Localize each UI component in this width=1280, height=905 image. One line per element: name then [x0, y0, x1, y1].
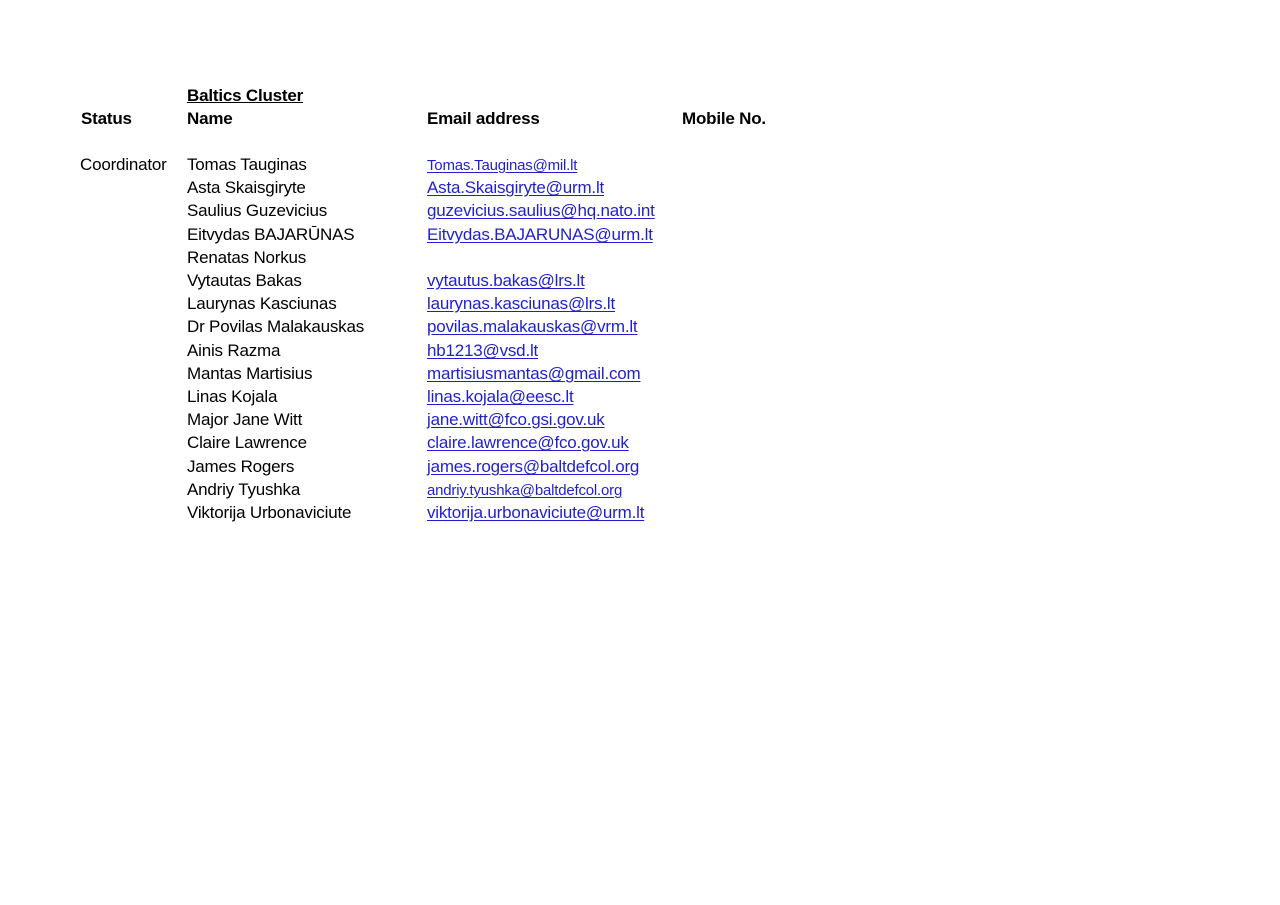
table-row	[0, 153, 1280, 176]
table-row	[0, 408, 1280, 431]
header-name: Name	[187, 109, 233, 128]
name-cell: Eitvydas BAJARŪNAS	[187, 225, 355, 244]
email-link[interactable]: linas.kojala@eesc.lt	[427, 387, 574, 406]
table-row	[0, 431, 1280, 454]
header-mobile: Mobile No.	[682, 109, 766, 128]
name-cell: Viktorija Urbonaviciute	[187, 503, 352, 522]
email-link[interactable]: povilas.malakauskas@vrm.lt	[427, 317, 638, 336]
email-link[interactable]: Eitvydas.BAJARUNAS@urm.lt	[427, 225, 653, 244]
table-row	[0, 223, 1280, 246]
table-row	[0, 455, 1280, 478]
email-link[interactable]: andriy.tyushka@baltdefcol.org	[427, 482, 623, 499]
table-row	[0, 269, 1280, 292]
email-link[interactable]: laurynas.kasciunas@lrs.lt	[427, 294, 615, 313]
name-cell: Laurynas Kasciunas	[187, 294, 337, 313]
email-link[interactable]: viktorija.urbonaviciute@urm.lt	[427, 503, 645, 522]
header-email: Email address	[427, 109, 540, 128]
email-cell	[427, 362, 640, 385]
email-link[interactable]: james.rogers@baltdefcol.org	[427, 457, 640, 476]
email-cell	[427, 431, 629, 454]
email-cell	[427, 478, 622, 502]
email-link[interactable]: Tomas.Tauginas@mil.lt	[427, 157, 578, 174]
table-row	[0, 246, 1280, 269]
name-cell: Andriy Tyushka	[187, 480, 301, 499]
name-cell: Claire Lawrence	[187, 433, 307, 452]
email-cell	[427, 199, 655, 222]
table-row	[0, 339, 1280, 362]
email-link[interactable]: claire.lawrence@fco.gov.uk	[427, 433, 629, 452]
table-row	[0, 362, 1280, 385]
table-row	[0, 385, 1280, 408]
name-cell: Linas Kojala	[187, 387, 278, 406]
name-cell: Saulius Guzevicius	[187, 201, 328, 220]
table-row	[0, 199, 1280, 222]
email-cell	[427, 339, 538, 362]
table-row	[0, 292, 1280, 315]
name-cell: Renatas Norkus	[187, 248, 307, 267]
email-cell	[427, 455, 639, 478]
email-link[interactable]: Asta.Skaisgiryte@urm.lt	[427, 178, 605, 197]
table-row	[0, 315, 1280, 338]
email-link[interactable]: martisiusmantas@gmail.com	[427, 364, 641, 383]
email-cell	[427, 501, 644, 524]
table-row	[0, 501, 1280, 524]
name-cell: Dr Povilas Malakauskas	[187, 317, 364, 336]
email-cell	[427, 153, 577, 177]
header-status: Status	[81, 109, 132, 128]
table-row	[0, 176, 1280, 199]
name-cell: Asta Skaisgiryte	[187, 178, 306, 197]
email-cell	[427, 176, 604, 199]
email-cell	[427, 223, 653, 246]
name-cell: Major Jane Witt	[187, 410, 303, 429]
name-cell: Ainis Razma	[187, 341, 281, 360]
email-link[interactable]: vytautus.bakas@lrs.lt	[427, 271, 585, 290]
email-cell	[427, 292, 615, 315]
email-link[interactable]: hb1213@vsd.lt	[427, 341, 539, 360]
email-cell	[427, 385, 574, 408]
name-cell: Vytautas Bakas	[187, 271, 302, 290]
table-row	[0, 478, 1280, 501]
name-cell: Mantas Martisius	[187, 364, 313, 383]
email-cell	[427, 315, 637, 338]
name-cell: James Rogers	[187, 457, 295, 476]
email-cell	[427, 408, 605, 431]
email-link[interactable]: guzevicius.saulius@hq.nato.int	[427, 201, 655, 220]
group-title: Baltics Cluster	[187, 86, 304, 105]
name-cell: Tomas Tauginas	[187, 155, 307, 174]
status-cell: Coordinator	[80, 155, 167, 174]
email-cell	[427, 269, 585, 292]
email-link[interactable]: jane.witt@fco.gsi.gov.uk	[427, 410, 605, 429]
